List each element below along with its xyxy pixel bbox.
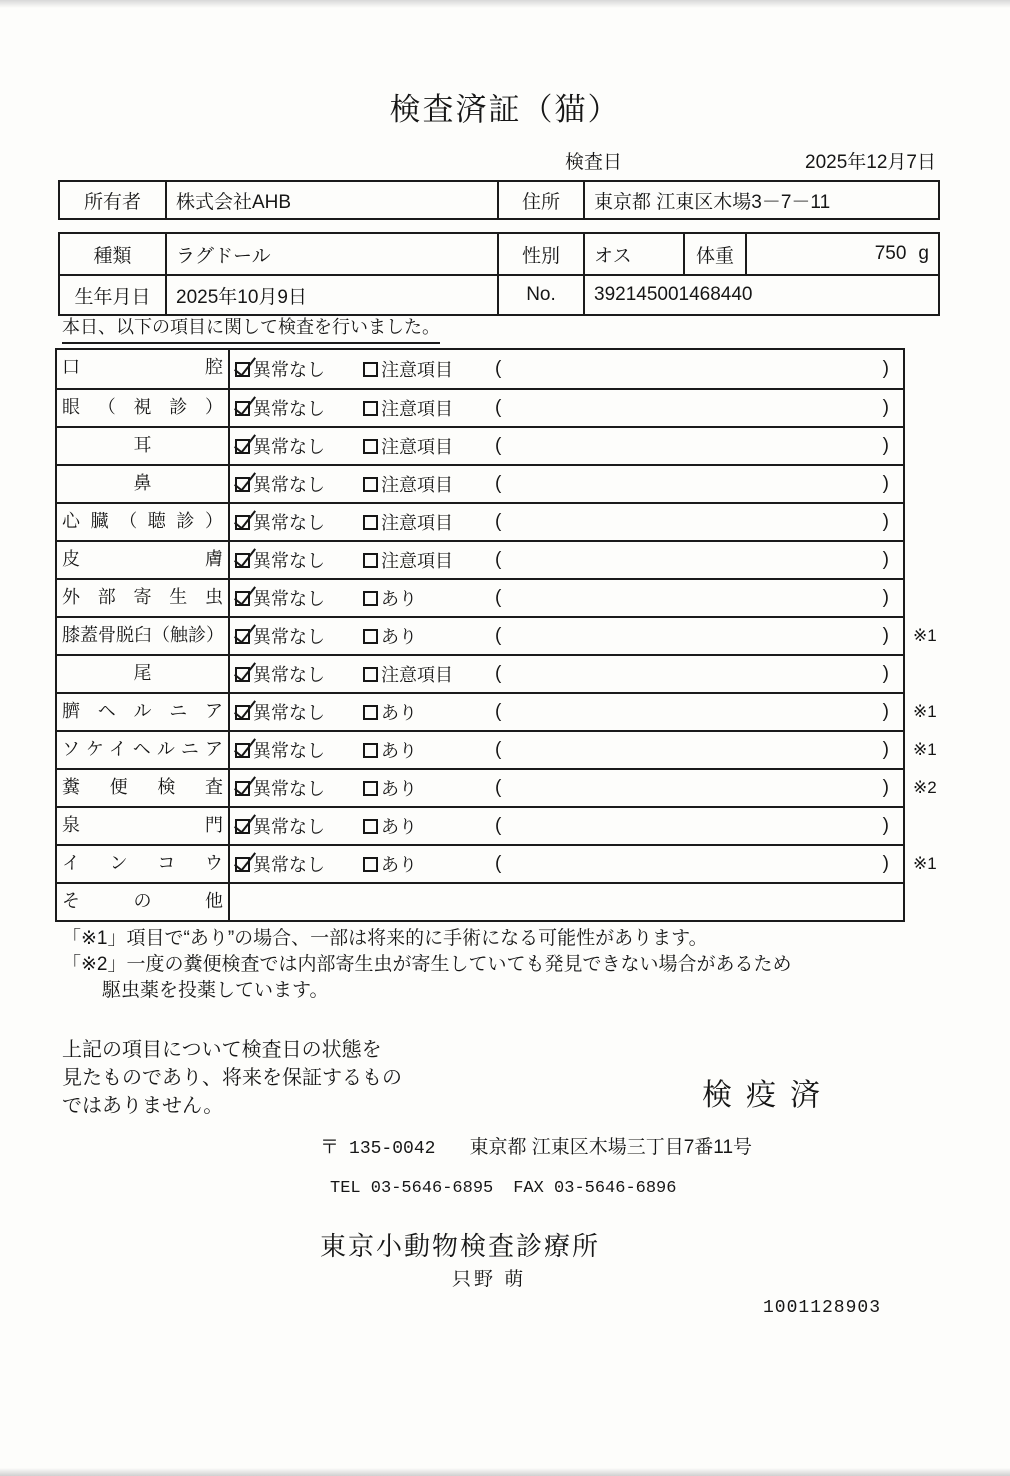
- result-normal-option: [230, 585, 363, 611]
- item-result: [230, 428, 903, 464]
- remarks-field: [495, 739, 903, 761]
- birthdate-label: 生年月日: [74, 286, 151, 308]
- item-result: [230, 732, 903, 768]
- footnote-2-continued: 駆虫薬を投薬しています。: [102, 980, 329, 1001]
- paren-close: ): [882, 739, 889, 760]
- microchip-no-value: 392145001468440: [583, 276, 938, 314]
- clinic-fax: FAX 03-5646-6896: [513, 1179, 677, 1198]
- serial-number: 1001128903: [763, 1298, 882, 1318]
- unchecked-checkbox-icon: [363, 705, 378, 720]
- checked-checkbox-icon: [235, 477, 250, 492]
- item-result: [230, 542, 903, 578]
- paren-close: ): [882, 358, 889, 379]
- item-result: [230, 656, 903, 692]
- result-normal-option: [230, 775, 363, 801]
- paren-close: ): [882, 701, 889, 722]
- result-flag-option: [363, 699, 495, 725]
- checked-checkbox-icon: [235, 667, 250, 682]
- paren-close: ): [882, 511, 889, 532]
- paren-open: (: [495, 473, 502, 494]
- paren-close: ): [882, 663, 889, 684]
- checklist-row-patella: [57, 616, 937, 654]
- address-value: 東京都 江東区木場3－7－11: [583, 182, 938, 218]
- item-result-empty: [230, 884, 903, 920]
- footnotes: [62, 926, 792, 1004]
- checked-checkbox-icon: [235, 857, 250, 872]
- paren-open: (: [495, 777, 502, 798]
- flag-option-label: 注意項目: [381, 513, 453, 533]
- remarks-field: [495, 587, 903, 609]
- unchecked-checkbox-icon: [363, 477, 378, 492]
- unchecked-checkbox-icon: [363, 781, 378, 796]
- remarks-field: [495, 397, 903, 419]
- clinic-postal-line: [320, 1132, 752, 1159]
- postal-code: 135-0042: [349, 1139, 436, 1159]
- unchecked-checkbox-icon: [363, 553, 378, 568]
- footnote-2: 「※2」一度の糞便検査では内部寄生虫が寄生していても発見できない場合があるため: [62, 954, 792, 975]
- quarantine-passed-stamp: 検疫済: [702, 1079, 834, 1112]
- flag-option-label: あり: [381, 817, 417, 837]
- item-label: ソケイヘルニア: [57, 732, 230, 768]
- result-normal-option: [230, 623, 363, 649]
- weight-unit: g: [918, 243, 929, 264]
- flag-option-label: 注意項目: [381, 665, 453, 685]
- remarks-field: [495, 473, 903, 495]
- item-label: インコウ: [57, 846, 230, 882]
- result-flag-option: [363, 813, 495, 839]
- checked-checkbox-icon: [235, 743, 250, 758]
- unchecked-checkbox-icon: [363, 591, 378, 606]
- normal-option-label: 異常なし: [253, 703, 325, 723]
- item-label: 泉門: [57, 808, 230, 844]
- disclaimer-line-2: 見たものであり、将来を保証するもの: [62, 1067, 402, 1089]
- item-label: その他: [57, 884, 230, 920]
- paren-open: (: [495, 397, 502, 418]
- paren-close: ): [882, 853, 889, 874]
- paren-open: (: [495, 587, 502, 608]
- remarks-field: [495, 625, 903, 647]
- normal-option-label: 異常なし: [253, 855, 325, 875]
- remarks-field: [495, 663, 903, 685]
- footnote-mark: ※2: [913, 778, 937, 797]
- animal-table-row-1: [60, 234, 938, 274]
- remarks-field: [495, 777, 903, 799]
- checklist-row-umbilical-hernia: [57, 692, 937, 730]
- unchecked-checkbox-icon: [363, 362, 378, 377]
- result-normal-option: [230, 356, 363, 382]
- item-label: 眼（視診）: [57, 390, 230, 426]
- paren-open: (: [495, 625, 502, 646]
- footnote-mark: ※1: [913, 626, 937, 645]
- normal-option-label: 異常なし: [253, 817, 325, 837]
- checked-checkbox-icon: [235, 362, 250, 377]
- flag-option-label: 注意項目: [381, 360, 453, 380]
- item-result: [230, 770, 903, 806]
- checklist-row-skin: [57, 540, 903, 578]
- checked-checkbox-icon: [235, 401, 250, 416]
- paren-close: ): [882, 549, 889, 570]
- result-normal-option: [230, 547, 363, 573]
- item-label: 外部寄生虫: [57, 580, 230, 616]
- paren-open: (: [495, 815, 502, 836]
- item-result: [230, 846, 903, 882]
- footnote-mark: ※1: [913, 740, 937, 759]
- normal-option-label: 異常なし: [253, 399, 325, 419]
- flag-option-label: 注意項目: [381, 551, 453, 571]
- flag-option-label: あり: [381, 855, 417, 875]
- inspection-date-row: [565, 147, 936, 174]
- checklist-row-tail: [57, 654, 903, 692]
- checked-checkbox-icon: [235, 515, 250, 530]
- owner-label: 所有者: [83, 191, 141, 213]
- paren-close: ): [882, 435, 889, 456]
- item-result: [230, 390, 903, 426]
- paren-open: (: [495, 853, 502, 874]
- owner-table: [58, 180, 940, 220]
- result-flag-option: [363, 547, 495, 573]
- item-label: 鼻: [57, 466, 230, 502]
- paren-open: (: [495, 701, 502, 722]
- flag-option-label: あり: [381, 741, 417, 761]
- result-normal-option: [230, 433, 363, 459]
- unchecked-checkbox-icon: [363, 857, 378, 872]
- checked-checkbox-icon: [235, 819, 250, 834]
- remarks-field: [495, 853, 903, 875]
- result-normal-option: [230, 509, 363, 535]
- checked-checkbox-icon: [235, 553, 250, 568]
- owner-value: 株式会社AHB: [165, 182, 497, 218]
- remarks-field: [495, 435, 903, 457]
- unchecked-checkbox-icon: [363, 439, 378, 454]
- result-flag-option: [363, 471, 495, 497]
- normal-option-label: 異常なし: [253, 627, 325, 647]
- flag-option-label: 注意項目: [381, 399, 453, 419]
- address-label: 住所: [497, 182, 583, 218]
- result-normal-option: [230, 737, 363, 763]
- paren-close: ): [882, 625, 889, 646]
- paren-close: ): [882, 473, 889, 494]
- inspection-checklist: [55, 348, 937, 922]
- flag-option-label: 注意項目: [381, 475, 453, 495]
- checklist-row-ears: [57, 426, 903, 464]
- paren-open: (: [495, 435, 502, 456]
- remarks-field: [495, 549, 903, 571]
- remarks-field: [495, 511, 903, 533]
- clinic-tel: TEL 03-5646-6895: [330, 1179, 494, 1198]
- clinic-tel-line: [330, 1179, 676, 1198]
- item-result: [230, 580, 903, 616]
- result-flag-option: [363, 623, 495, 649]
- result-flag-option: [363, 661, 495, 687]
- checklist-row-oral: [57, 350, 903, 388]
- checklist-row-inguinal-hernia: [57, 730, 937, 768]
- result-flag-option: [363, 356, 495, 382]
- unchecked-checkbox-icon: [363, 819, 378, 834]
- item-result: [230, 808, 903, 844]
- inspection-date-value: 2025年12月7日: [805, 152, 936, 173]
- paren-open: (: [495, 358, 502, 379]
- checked-checkbox-icon: [235, 629, 250, 644]
- paren-open: (: [495, 739, 502, 760]
- result-normal-option: [230, 699, 363, 725]
- checklist-row-cryptorchidism: [57, 844, 937, 882]
- clinic-address: 東京都 江東区木場三丁目7番11号: [469, 1137, 753, 1158]
- checklist-row-fontanelle: [57, 806, 903, 844]
- paren-close: ): [882, 587, 889, 608]
- normal-option-label: 異常なし: [253, 437, 325, 457]
- flag-option-label: あり: [381, 779, 417, 799]
- checklist-row-eyes: [57, 388, 903, 426]
- result-flag-option: [363, 851, 495, 877]
- item-label: 耳: [57, 428, 230, 464]
- result-normal-option: [230, 395, 363, 421]
- breed-value: ラグドール: [165, 234, 497, 274]
- weight-number: 750: [874, 243, 907, 264]
- checklist-row-heart: [57, 502, 903, 540]
- result-flag-option: [363, 775, 495, 801]
- item-label: 口腔: [57, 350, 230, 388]
- paren-close: ): [882, 815, 889, 836]
- sex-value: オス: [583, 234, 683, 274]
- unchecked-checkbox-icon: [363, 667, 378, 682]
- item-result: [230, 350, 903, 388]
- normal-option-label: 異常なし: [253, 360, 325, 380]
- disclaimer-line-3: ではありません。: [62, 1095, 224, 1117]
- microchip-no-label: No.: [497, 276, 583, 314]
- result-flag-option: [363, 395, 495, 421]
- intro-text: 本日、以下の項目に関して検査を行いました。: [62, 313, 440, 344]
- disclaimer: [62, 1036, 402, 1120]
- footnote-1: 「※1」項目で“あり”の場合、一部は将来的に手術になる可能性があります。: [62, 928, 708, 949]
- weight-label: 体重: [683, 234, 745, 274]
- checklist-row-ectoparasites: [57, 578, 903, 616]
- intro-line: [62, 313, 440, 344]
- remarks-field: [495, 358, 903, 380]
- document-title: 検査済証（猫）: [389, 92, 621, 127]
- checklist-row-fecal-exam: [57, 768, 937, 806]
- animal-table-row-2: [60, 274, 938, 314]
- paren-open: (: [495, 511, 502, 532]
- checklist-row-nose: [57, 464, 903, 502]
- paren-open: (: [495, 549, 502, 570]
- weight-value: [745, 234, 938, 274]
- item-result: [230, 618, 903, 654]
- veterinarian-name: 只野 萌: [452, 1269, 527, 1290]
- checked-checkbox-icon: [235, 439, 250, 454]
- result-flag-option: [363, 433, 495, 459]
- item-result: [230, 504, 903, 540]
- item-label: 心臓（聴診）: [57, 504, 230, 540]
- breed-label: 種類: [93, 245, 132, 267]
- item-result: [230, 694, 903, 730]
- result-normal-option: [230, 851, 363, 877]
- result-normal-option: [230, 813, 363, 839]
- result-normal-option: [230, 471, 363, 497]
- normal-option-label: 異常なし: [253, 475, 325, 495]
- paren-close: ): [882, 397, 889, 418]
- item-label: 糞便検査: [57, 770, 230, 806]
- item-label: 尾: [57, 656, 230, 692]
- footnote-mark: ※1: [913, 702, 937, 721]
- item-label: 臍ヘルニア: [57, 694, 230, 730]
- sex-label: 性別: [497, 234, 583, 274]
- result-flag-option: [363, 585, 495, 611]
- animal-table: [58, 232, 940, 316]
- item-result: [230, 466, 903, 502]
- flag-option-label: あり: [381, 703, 417, 723]
- birthdate-value: 2025年10月9日: [165, 276, 497, 314]
- unchecked-checkbox-icon: [363, 629, 378, 644]
- unchecked-checkbox-icon: [363, 743, 378, 758]
- result-normal-option: [230, 661, 363, 687]
- checked-checkbox-icon: [235, 781, 250, 796]
- normal-option-label: 異常なし: [253, 779, 325, 799]
- checked-checkbox-icon: [235, 591, 250, 606]
- flag-option-label: あり: [381, 589, 417, 609]
- flag-option-label: 注意項目: [381, 437, 453, 457]
- postal-mark-icon: 〒: [320, 1137, 340, 1158]
- checklist-row-other: [57, 882, 903, 920]
- normal-option-label: 異常なし: [253, 513, 325, 533]
- flag-option-label: あり: [381, 627, 417, 647]
- remarks-field: [495, 701, 903, 723]
- result-flag-option: [363, 509, 495, 535]
- normal-option-label: 異常なし: [253, 665, 325, 685]
- normal-option-label: 異常なし: [253, 551, 325, 571]
- remarks-field: [495, 815, 903, 837]
- result-flag-option: [363, 737, 495, 763]
- clinic-name: 東京小動物検査診療所: [320, 1231, 601, 1261]
- item-label: 皮膚: [57, 542, 230, 578]
- inspection-date-label: 検査日: [565, 152, 623, 173]
- unchecked-checkbox-icon: [363, 515, 378, 530]
- checked-checkbox-icon: [235, 705, 250, 720]
- paren-close: ): [882, 777, 889, 798]
- disclaimer-line-1: 上記の項目について検査日の状態を: [62, 1039, 382, 1061]
- unchecked-checkbox-icon: [363, 401, 378, 416]
- normal-option-label: 異常なし: [253, 589, 325, 609]
- footnote-mark: ※1: [913, 854, 937, 873]
- item-label: 膝蓋骨脱臼（触診）: [57, 618, 230, 654]
- normal-option-label: 異常なし: [253, 741, 325, 761]
- paren-open: (: [495, 663, 502, 684]
